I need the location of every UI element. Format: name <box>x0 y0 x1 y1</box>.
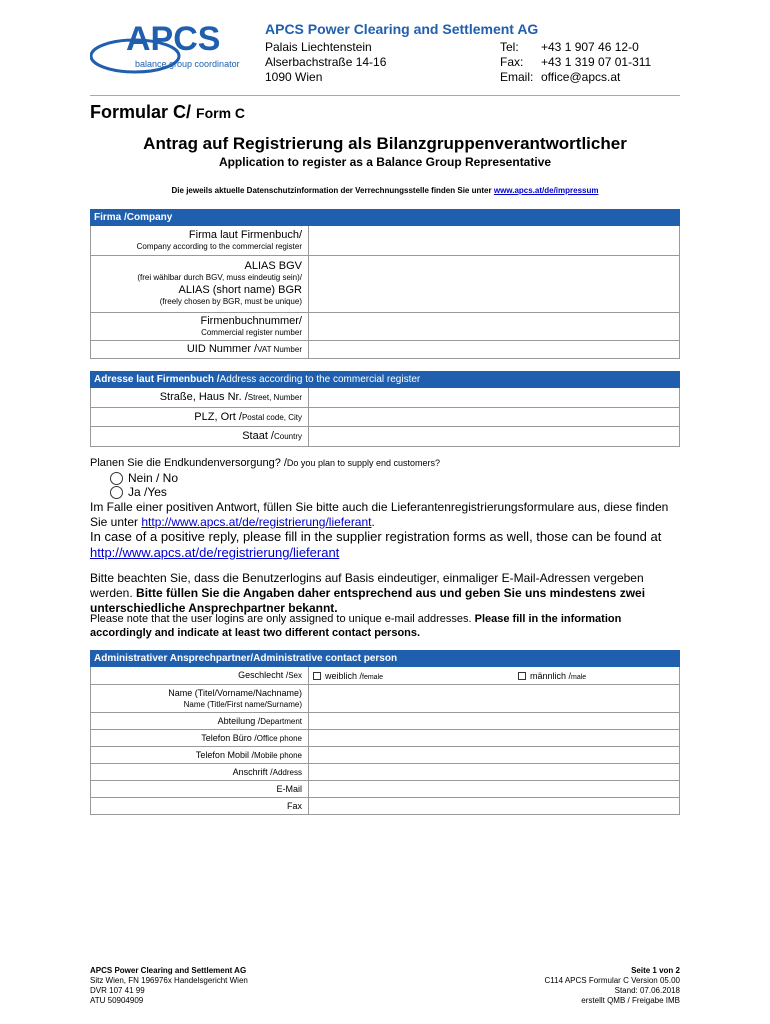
privacy-text: Die jeweils aktuelle Datenschutzinformation der Verrechnungsstelle finden Sie unter <box>171 186 492 195</box>
female-option[interactable] <box>313 671 518 681</box>
logo-tagline: balance group coordinator <box>135 59 240 69</box>
login-note-de <box>90 571 680 616</box>
field-label: Anschrift / <box>232 766 273 777</box>
option-no-label: Nein / No <box>128 471 179 485</box>
street-input[interactable] <box>309 388 679 407</box>
email-row <box>90 781 680 798</box>
supply-question <box>90 457 440 469</box>
field-label: ALIAS (short name) BGR <box>178 284 302 296</box>
note-text: Bitte beachten Sie, dass die Benutzerlogins auf Basis eindeutiger, einmaliger E-Mail-Adressen vergeben werden. <box>90 571 644 600</box>
field-label: Firma laut Firmenbuch/ <box>188 228 302 241</box>
gender-options <box>309 667 679 684</box>
apcs-logo <box>90 20 255 78</box>
main-title: Antrag auf Registrierung als Bilanzgruppenverantwortlicher <box>143 134 627 153</box>
contact-name-label <box>91 685 309 712</box>
company-section-heading: Firma /Company <box>90 209 680 226</box>
contact-labels <box>500 40 533 85</box>
contact-address-input[interactable] <box>309 764 679 780</box>
field-label: PLZ, Ort / <box>194 410 242 423</box>
address-line: Alserbachstraße 14-16 <box>265 55 387 69</box>
address-section <box>90 371 680 447</box>
fax-field[interactable] <box>309 798 679 814</box>
register-number-row <box>90 313 680 341</box>
country-label <box>91 427 309 446</box>
contact-address-row <box>90 764 680 781</box>
supplier-link-en[interactable]: http://www.apcs.at/de/registrierung/lieferant <box>90 545 340 560</box>
email-label: Email: <box>500 70 534 84</box>
field-label: E-Mail <box>276 784 302 794</box>
radio-yes[interactable] <box>110 486 123 499</box>
field-sublabel: Office phone <box>256 733 302 743</box>
supplier-info-de: Im Falle einer positiven Antwort, füllen Sie bitte auch die Lieferantenregistrierungsformulare aus, diese finden Sie unter http://www.apcs.at/de/registrierung/lieferant. <box>90 500 669 529</box>
email-field[interactable] <box>309 781 679 797</box>
option-yes[interactable] <box>110 485 167 499</box>
footer-line: erstellt QMB / Freigabe IMB <box>581 996 680 1005</box>
info-text: Im Falle einer positiven Antwort, füllen Sie bitte auch die Lieferantenregistrierungsformulare aus, diese finden Sie unter <box>90 500 669 529</box>
footer-line: C114 APCS Formular C Version 05.00 <box>544 976 680 985</box>
field-label: Straße, Haus Nr. / <box>159 391 248 403</box>
contact-name-row <box>90 685 680 713</box>
radio-no[interactable] <box>110 472 123 485</box>
address-line: Palais Liechtenstein <box>265 40 372 54</box>
address-line: 1090 Wien <box>265 70 323 84</box>
female-label: weiblich / <box>325 670 363 681</box>
email-field-label <box>91 781 309 797</box>
heading-en: Address according to the commercial register <box>219 374 421 385</box>
tel-label: Tel: <box>500 40 519 54</box>
admin-contact-section <box>90 650 680 815</box>
field-label: Telefon Büro / <box>201 732 257 743</box>
question-en: Do you plan to supply end customers? <box>286 458 441 468</box>
note-bold: Bitte füllen Sie die Angaben daher entsprechend aus und geben Sie uns mindestens zwei unterschiedliche Ansprechpartner bekannt. <box>90 586 646 615</box>
field-sublabel: Mobile phone <box>253 750 302 760</box>
gender-label <box>91 667 309 684</box>
street-label <box>91 388 309 407</box>
supplier-link-de[interactable]: http://www.apcs.at/de/registrierung/lieferant <box>141 515 372 529</box>
company-address <box>265 40 386 85</box>
company-name: APCS Power Clearing and Settlement AG <box>265 21 539 37</box>
footer-right <box>545 966 680 1006</box>
field-sublabel: Street, Number <box>247 393 302 402</box>
contact-address-label <box>91 764 309 780</box>
field-label: Abteilung / <box>217 715 261 726</box>
field-sublabel: Company according to the commercial register <box>136 241 302 251</box>
field-label: Geschlecht / <box>238 670 289 680</box>
field-sublabel: Sex <box>288 671 302 680</box>
postal-input[interactable] <box>309 408 679 426</box>
company-name-label <box>91 226 309 255</box>
field-label: Fax <box>286 801 302 811</box>
male-label: männlich / <box>530 670 572 681</box>
field-label: Staat / <box>242 430 274 442</box>
form-title-en: Form C <box>196 105 246 121</box>
tel-value: +43 1 907 46 12-0 <box>541 40 639 54</box>
field-label: UID Nummer / <box>186 343 258 355</box>
footer-line: Sitz Wien, FN 196976x Handelsgericht Wien <box>90 976 248 985</box>
page-number: Seite 1 von 2 <box>631 966 680 975</box>
field-label: Firmenbuchnummer/ <box>200 314 302 327</box>
department-input[interactable] <box>309 713 679 729</box>
alias-row <box>90 256 680 313</box>
info-text: In case of a positive reply, please fill in the supplier registration forms as well, those can be found at <box>90 529 662 544</box>
female-label-en: female <box>362 673 384 681</box>
address-section-heading <box>90 371 680 388</box>
heading-de: Adresse laut Firmenbuch / <box>94 374 220 385</box>
mobile-phone-label <box>91 747 309 763</box>
mobile-phone-input[interactable] <box>309 747 679 763</box>
option-no[interactable] <box>110 471 178 485</box>
option-yes-label: Ja /Yes <box>128 485 167 499</box>
field-sublabel: Name (Title/First name/Surname) <box>183 699 302 709</box>
field-sublabel: VAT Number <box>257 345 302 354</box>
form-title <box>90 102 245 123</box>
question-de: Planen Sie die Endkundenversorgung? / <box>90 457 287 469</box>
alias-input[interactable] <box>309 256 679 312</box>
register-number-input[interactable] <box>309 313 679 340</box>
field-label: ALIAS BGV <box>244 260 302 272</box>
company-section <box>90 209 680 359</box>
login-note-en <box>90 612 680 640</box>
company-name-input[interactable] <box>309 226 679 255</box>
office-phone-row <box>90 730 680 747</box>
contact-name-input[interactable] <box>309 685 679 712</box>
fax-label: Fax: <box>500 55 524 69</box>
footer-line: ATU 50904909 <box>90 996 144 1005</box>
admin-section-heading <box>90 650 680 667</box>
mobile-phone-row <box>90 747 680 764</box>
office-phone-label <box>91 730 309 746</box>
alias-label <box>91 256 309 312</box>
department-label <box>91 713 309 729</box>
postal-label <box>91 408 309 426</box>
form-title-de: Formular C/ <box>90 102 192 122</box>
privacy-link[interactable]: www.apcs.at/de/impressum <box>493 186 599 195</box>
heading-en: contact person <box>325 653 398 664</box>
country-row <box>90 427 680 447</box>
contact-values <box>541 40 651 85</box>
footer-line: DVR 107 41 99 <box>90 986 145 995</box>
note-text: Please note that the user logins are only assigned to unique e-mail addresses. <box>90 613 472 625</box>
field-sublabel: Commercial register number <box>201 327 302 337</box>
field-sublabel: Country <box>273 432 302 441</box>
field-label: Name (Titel/Vorname/Nachname) <box>168 687 302 698</box>
male-option[interactable] <box>518 671 586 681</box>
field-sublabel: Department <box>260 716 302 726</box>
footer-company: APCS Power Clearing and Settlement AG <box>90 966 247 975</box>
uid-input[interactable] <box>309 341 679 358</box>
heading-de: Administrativer Ansprechpartner/Administrative <box>94 653 323 664</box>
fax-row <box>90 798 680 815</box>
male-checkbox[interactable] <box>518 672 526 680</box>
uid-label <box>91 341 309 358</box>
register-number-label <box>91 313 309 340</box>
field-sublabel: Address <box>272 767 302 777</box>
male-label-en: male <box>571 673 587 681</box>
fax-value: +43 1 319 07 01-311 <box>541 55 652 69</box>
note-bold: Please fill in the information accordingly and indicate at least two different contact persons. <box>90 613 622 639</box>
uid-row <box>90 341 680 359</box>
fax-field-label <box>91 798 309 814</box>
supplier-info-en <box>90 529 680 561</box>
field-sublabel: Postal code, City <box>241 412 302 422</box>
country-input[interactable] <box>309 427 679 446</box>
field-label: Telefon Mobil / <box>195 749 254 760</box>
footer-line: Stand: 07.06.2018 <box>614 986 680 995</box>
field-sublabel: (freely chosen by BGR, must be unique) <box>159 297 302 306</box>
field-sublabel: (frei wählbar durch BGV, muss eindeutig sein)/ <box>137 273 302 282</box>
privacy-note <box>0 186 770 195</box>
email-value: office@apcs.at <box>541 70 621 84</box>
street-row <box>90 388 680 408</box>
logo-text: APCS <box>126 20 221 58</box>
header-divider <box>90 95 680 96</box>
company-name-row <box>90 226 680 256</box>
department-row <box>90 713 680 730</box>
female-checkbox[interactable] <box>313 672 321 680</box>
postal-row <box>90 408 680 427</box>
footer-left <box>90 966 248 1006</box>
sub-title: Application to register as a Balance Group Representative <box>218 155 552 169</box>
office-phone-input[interactable] <box>309 730 679 746</box>
gender-row <box>90 667 680 685</box>
